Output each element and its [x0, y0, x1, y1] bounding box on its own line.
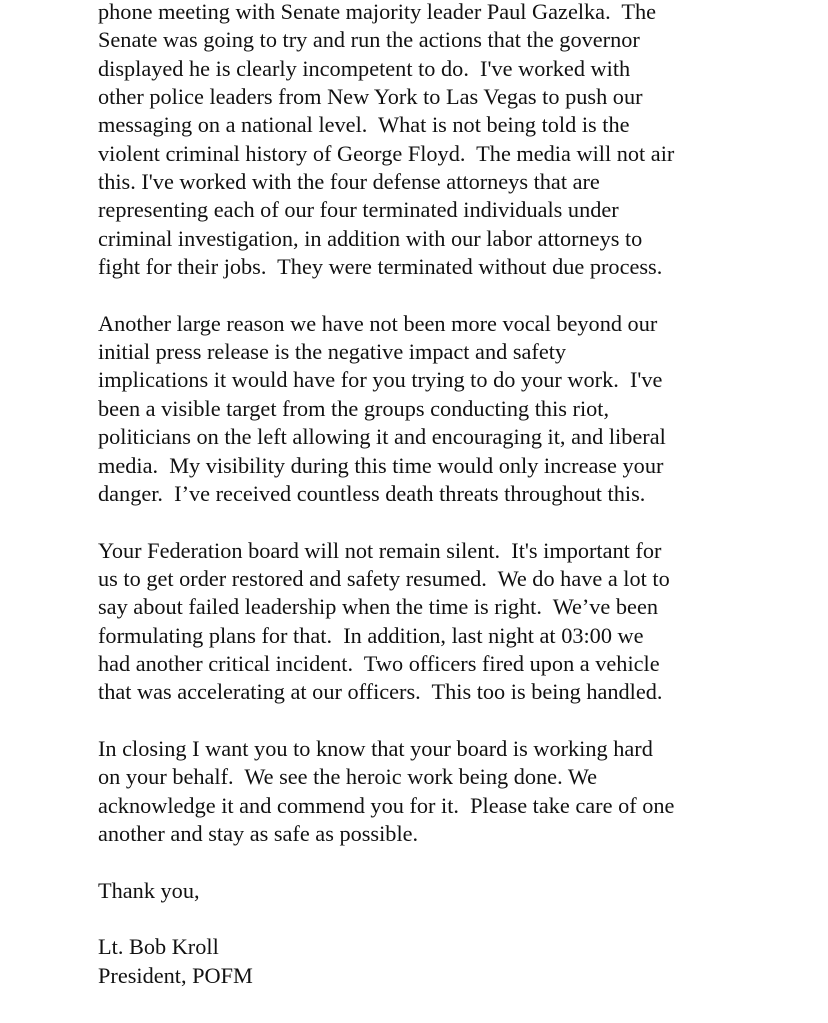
- text-line: another and stay as safe as possible.: [98, 820, 419, 846]
- text-line: media. My visibility during this time would only increase your: [98, 452, 664, 478]
- text-line: displayed he is clearly incompetent to do. I've worked with: [98, 55, 631, 81]
- letter-body: [98, 0, 798, 1018]
- text-line: criminal investigation, in addition with our labor attorneys to: [98, 225, 643, 251]
- text-line: implications it would have for you trying to do your work. I've: [98, 367, 663, 393]
- text-line: Another large reason we have not been more vocal beyond our: [98, 310, 658, 336]
- text-line: on your behalf. We see the heroic work being done. We: [98, 764, 597, 790]
- text-line: Your Federation board will not remain silent. It's important for: [98, 537, 662, 563]
- text-line: that was accelerating at our officers. This too is being handled.: [98, 679, 663, 705]
- closing: [98, 877, 798, 905]
- closing-text: Thank you,: [98, 877, 200, 903]
- text-line: this. I've worked with the four defense attorneys that are: [98, 169, 600, 195]
- text-line: In closing I want you to know that your board is working hard: [98, 735, 653, 761]
- paragraph-1: [98, 0, 798, 281]
- signature-title: President, POFM: [98, 962, 253, 988]
- text-line: representing each of our four terminated individuals under: [98, 197, 619, 223]
- text-line: had another critical incident. Two officers fired upon a vehicle: [98, 650, 660, 676]
- text-line: messaging on a national level. What is not being told is the: [98, 112, 630, 138]
- text-line: formulating plans for that. In addition, last night at 03:00 we: [98, 622, 644, 648]
- text-line: other police leaders from New York to Las Vegas to push our: [98, 84, 643, 110]
- text-line: fight for their jobs. They were terminated without due process.: [98, 254, 663, 280]
- signature-name: Lt. Bob Kroll: [98, 934, 219, 960]
- text-line: danger. I’ve received countless death threats throughout this.: [98, 480, 646, 506]
- text-line: politicians on the left allowing it and encouraging it, and liberal: [98, 424, 666, 450]
- text-line: acknowledge it and commend you for it. Please take care of one: [98, 792, 675, 818]
- paragraph-3: [98, 537, 798, 707]
- text-line: initial press release is the negative impact and safety: [98, 339, 567, 365]
- text-line: Senate was going to try and run the actions that the governor: [98, 27, 640, 53]
- text-line: us to get order restored and safety resumed. We do have a lot to: [98, 565, 670, 591]
- paragraph-2: [98, 310, 798, 508]
- text-line: say about failed leadership when the time is right. We’ve been: [98, 594, 658, 620]
- text-line: violent criminal history of George Floyd. The media will not air: [98, 140, 675, 166]
- signature-block: [98, 933, 798, 990]
- text-line: phone meeting with Senate majority leader Paul Gazelka. The: [98, 0, 657, 24]
- paragraph-4: [98, 735, 798, 848]
- text-line: been a visible target from the groups conducting this riot,: [98, 395, 610, 421]
